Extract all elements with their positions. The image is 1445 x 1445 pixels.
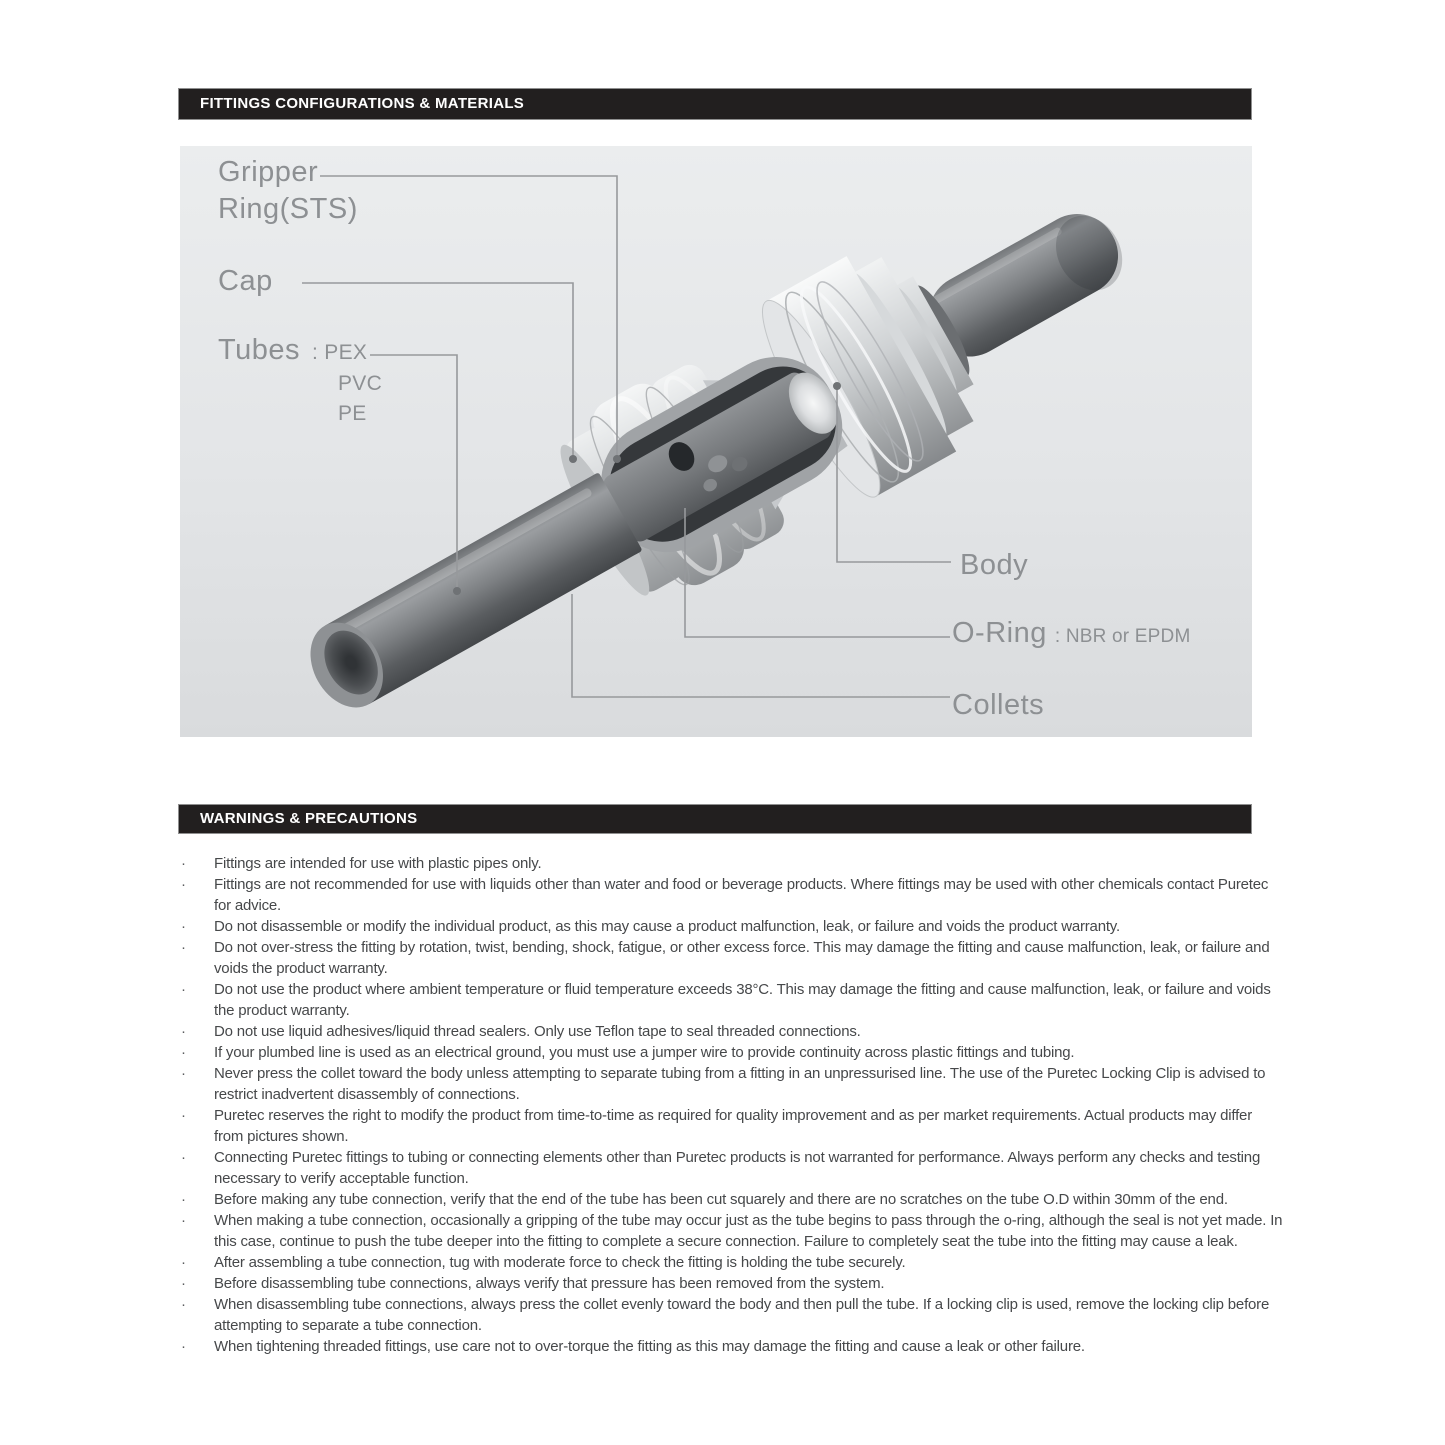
- warning-item: [178, 1063, 1285, 1105]
- warning-item: [178, 916, 1285, 937]
- bullet-marker: ·: [181, 1212, 186, 1229]
- warning-item: [178, 937, 1285, 979]
- bullet-marker: ·: [181, 1296, 186, 1313]
- bullet-marker: ·: [181, 1044, 186, 1061]
- oring-material-note: : NBR or EPDM: [1054, 626, 1191, 647]
- oring-label-word: O-Ring: [952, 617, 1047, 649]
- gripper-ring-label: [218, 154, 358, 228]
- bullet-marker: ·: [181, 981, 186, 998]
- warning-text: Fittings are not recommended for use with liquids other than water and food or beverage products. Where fittings may be used with other chemicals contact Puretec for advice.: [214, 876, 1269, 914]
- warning-item: [178, 1210, 1285, 1252]
- warning-text: If your plumbed line is used as an electrical ground, you must use a jumper wire to provide continuity across plastic fittings and tubing.: [214, 1044, 1075, 1061]
- bullet-marker: ·: [181, 876, 186, 893]
- warnings-section-header: WARNINGS & PRECAUTIONS: [178, 804, 1252, 834]
- tubes-material-pvc: PVC: [338, 372, 383, 395]
- warning-text: Puretec reserves the right to modify the product from time-to-time as required for quality improvement and as per market requirements. Actual products may differ from pictures shown.: [214, 1107, 1252, 1145]
- tubes-material-pex: : PEX: [312, 341, 368, 364]
- tubes-material-pe: PE: [338, 402, 367, 425]
- warning-text: Connecting Puretec fittings to tubing or connecting elements other than Puretec products is not warranted for performance. Always perform any checks and testing necessary to verify acceptable function.: [214, 1149, 1261, 1187]
- warning-item: [178, 1021, 1285, 1042]
- body-label: Body: [960, 549, 1029, 581]
- bullet-marker: ·: [181, 939, 186, 956]
- collets-label: Collets: [952, 689, 1045, 721]
- gripper-label-line1: Gripper: [218, 156, 319, 188]
- bullet-marker: ·: [181, 1338, 186, 1355]
- warning-text: Before disassembling tube connections, always verify that pressure has been removed from the system.: [214, 1275, 885, 1292]
- diagram-panel: [180, 146, 1252, 737]
- warning-item: [178, 1042, 1285, 1063]
- warning-text: When tightening threaded fittings, use care not to over-torque the fitting as this may damage the fitting and cause a leak or other failure.: [214, 1338, 1085, 1355]
- warning-text: Do not use liquid adhesives/liquid thread sealers. Only use Teflon tape to seal threaded connections.: [214, 1023, 861, 1040]
- bullet-marker: ·: [181, 1023, 186, 1040]
- warning-text: Do not use the product where ambient temperature or fluid temperature exceeds 38°C. This may damage the fitting and cause malfunction, leak, or failure and voids the product warranty.: [214, 981, 1271, 1019]
- warning-text: After assembling a tube connection, tug with moderate force to check the fitting is holding the tube securely.: [214, 1254, 906, 1271]
- bullet-marker: ·: [181, 1254, 186, 1271]
- warning-item: [178, 1273, 1285, 1294]
- warning-item: [178, 1105, 1285, 1147]
- warning-item: [178, 853, 1285, 874]
- warnings-list: [178, 853, 1285, 1357]
- bullet-marker: ·: [181, 1149, 186, 1166]
- bullet-marker: ·: [181, 918, 186, 935]
- warning-item: [178, 979, 1285, 1021]
- tubes-label: [218, 334, 367, 367]
- warning-text: Do not disassemble or modify the individual product, as this may cause a product malfunction, leak, or failure and voids the product warranty.: [214, 918, 1120, 935]
- warning-text: Do not over-stress the fitting by rotation, twist, bending, shock, fatigue, or other excess force. This may damage the fitting and cause malfunction, leak, or failure and voids the product warranty.: [214, 939, 1270, 977]
- warning-item: [178, 874, 1285, 916]
- warning-text: Fittings are intended for use with plastic pipes only.: [214, 855, 542, 872]
- bullet-marker: ·: [181, 1107, 186, 1124]
- warning-item: [178, 1252, 1285, 1273]
- warning-text: When disassembling tube connections, always press the collet evenly toward the body and then pull the tube. If a locking clip is used, remove the locking clip before attempting to separate a tube connection.: [214, 1296, 1270, 1334]
- warning-item: [178, 1294, 1285, 1336]
- warning-item: [178, 1336, 1285, 1357]
- warning-item: [178, 1189, 1285, 1210]
- oring-label: [952, 617, 1190, 650]
- bullet-marker: ·: [181, 1275, 186, 1292]
- cap-label: Cap: [218, 265, 273, 297]
- bullet-marker: ·: [181, 855, 186, 872]
- warning-text: Before making any tube connection, verify that the end of the tube has been cut squarely and there are no scratches on the tube O.D within 30mm of the end.: [214, 1191, 1228, 1208]
- tubes-label-word: Tubes: [218, 334, 301, 366]
- bullet-marker: ·: [181, 1191, 186, 1208]
- fittings-section-header: FITTINGS CONFIGURATIONS & MATERIALS: [178, 88, 1252, 120]
- bullet-marker: ·: [181, 1065, 186, 1082]
- warning-text: When making a tube connection, occasionally a gripping of the tube may occur just as the tube begins to pass through the o-ring, although the seal is not yet made. In this case, continue to push the tube deeper into the fitting to complete a secure connection. Failure to completely seat the tube into the fitting may cause a leak.: [214, 1212, 1283, 1250]
- gripper-label-line2: Ring(STS): [218, 193, 358, 225]
- warning-item: [178, 1147, 1285, 1189]
- warning-text: Never press the collet toward the body unless attempting to separate tubing from a fitting in an unpressurised line. The use of the Puretec Locking Clip is advised to restrict inadvertent disassembly of connections.: [214, 1065, 1266, 1103]
